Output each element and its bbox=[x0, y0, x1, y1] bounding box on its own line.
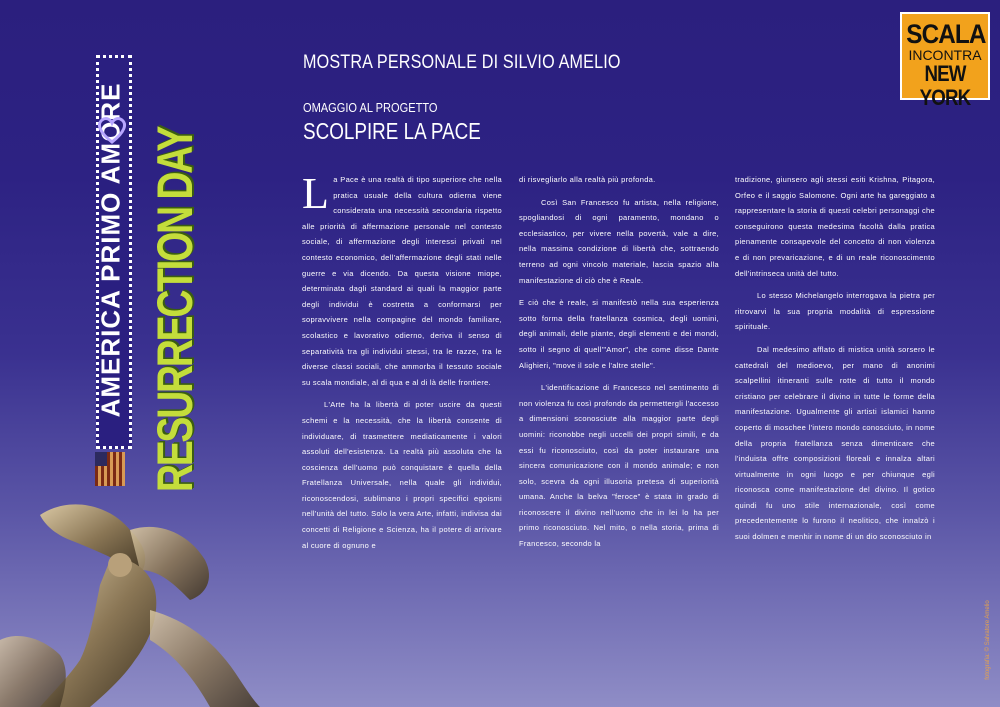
vertical-title: AMERICA PRIMO AMORE bbox=[95, 82, 126, 418]
logo-line1: SCALA bbox=[906, 19, 986, 49]
exhibition-heading: MOSTRA PERSONALE DI SILVIO AMELIO bbox=[303, 52, 621, 73]
project-title: SCOLPIRE LA PACE bbox=[303, 118, 481, 144]
paragraph: Così San Francesco fu artista, nella religione, spogliandosi di ogni paramento, mondano o ecclesiastico, per vivere nella povertà, vale a dire, nella massima condizione di libertà che, sottraendo terreno ad ogni vincolo materiale, lascia spazio alla manifestazione di ciò che è Reale. bbox=[519, 197, 719, 285]
text-column-3 bbox=[735, 172, 935, 552]
paragraph: Dal medesimo afflato di mistica unità sorsero le cattedrali del medioevo, per mano di anonimi scalpellini itineranti sulle rotte di tutto il mondo cristiano per celebrare il divino in tutte le forme della manifestazione. Ugualmente gli artisti islamici hanno coperto di moschee l'intero mondo conosciuto, in nome della propria fratellanza senza dimenticare che l'induista offre composizioni floreali e innalza altari virtualmente in ogni luogo e per chiunque egli riconosca come manifestazione del divino. Il gotico quindi fu uno stile internazionale, così come precedentemente lo furono il neolitico, che innalzò i suoi dolmen e menhir in nome di un dio sconosciuto in bbox=[735, 344, 935, 542]
paragraph: Lo stesso Michelangelo interrogava la pietra per ritrovarvi la sua propria modalità di espressione spirituale. bbox=[735, 291, 935, 332]
logo-line3: NEW YORK bbox=[919, 61, 971, 110]
paragraph: L'Arte ha la libertà di poter uscire da questi schemi e la necessità, che la libertà consente di individuare, di trasmettere mediaticamente i valori assoluti dell'esistenza. La realtà più assoluta che la coscienza dell'uomo può conquistare è quella della Fratellanza Universale, nella quale gli individui, riconoscendosi, sublimano i propri specifici egoismi nell'unità del tutto. Solo la vera Arte, infatti, indivisa dai concetti di Religione e Scienza, ha il potere di arrivare al cuore di ognuno e bbox=[302, 400, 502, 550]
heart-icon bbox=[95, 112, 129, 146]
scala-incontra-new-york-logo bbox=[900, 12, 990, 110]
drop-cap: L bbox=[302, 169, 330, 218]
paragraph: L'identificazione di Francesco nel sentimento di non violenza fu così profondo da permettergli l'accesso a dimensioni sconosciute alla maggior parte degli uomini: riconobbe negli uccelli dei propri simili, e da essi fu riconosciuto, così da poter instaurare una sincera comunicazione con il mondo animale; e non solo, scevra da ogni illusoria pretesa di superiorità umana. Anche la belva "feroce" è stata in grado di riconoscere il divino nell'uomo che in lei lo ha per primo riconosciuto. Nel mito, o nella storia, prima di Francesco, secondo la bbox=[519, 383, 719, 549]
paragraph: tradizione, giunsero agli stessi esiti Krishna, Pitagora, Orfeo e il saggio Salomone. Ogni arte ha gareggiato a rappresentare la storia di questi celebri personaggi che conseguirono questa medesima facoltà dalla pratica pienamente consapevole del concetto di non violenza e di non prevaricazione, e di un reale riconoscimento dell'intrinseca unità del tutto. bbox=[735, 175, 935, 278]
paragraph: di risvegliarlo alla realtà più profonda. bbox=[519, 175, 656, 184]
paragraph: E ciò che è reale, si manifestò nella sua esperienza sotto forma della fratellanza cosmica, degli uomini, degli animali, delle piante, degli elementi e dei mondi, sotto il segno di quell'"Amor", che come disse Dante Alighieri, "move il sole e l'altre stelle". bbox=[519, 298, 719, 370]
flag-image bbox=[95, 452, 125, 486]
paragraph: La Pace è una realtà di tipo superiore che nella pratica usuale della cultura odierna viene considerata una necessità secondaria rispetto alle priorità di affermazione personale nel contesto sociale, di affermazione degli interessi privati nel contesto economico, dell'affermazione degli stati nelle guerre e via dicendo. Da questa visione miope, determinata dagli standard ai quali la maggior parte degli individui è costretta a conformarsi per sopravvivere nella compagine del mondo familiare, scolastico e lavorativo odierno, deriva il senso di separatività tra gli individui stessi, tra le razze, tra le diverse classi sociali, che ammorba il tessuto sociale su scala mondiale, al di qua e al di là delle frontiere. bbox=[302, 169, 502, 387]
project-subheading: OMAGGIO AL PROGETTO bbox=[303, 100, 438, 115]
logo-line2: INCONTRA bbox=[908, 47, 982, 63]
text-column-2 bbox=[519, 172, 719, 559]
angel-statue-image bbox=[0, 490, 260, 707]
resurrection-day-title: RESURRECTION DAY bbox=[147, 127, 203, 493]
text-column-1 bbox=[302, 169, 502, 560]
photo-credit: fotografia: © Salvatore Amelio bbox=[985, 600, 991, 680]
